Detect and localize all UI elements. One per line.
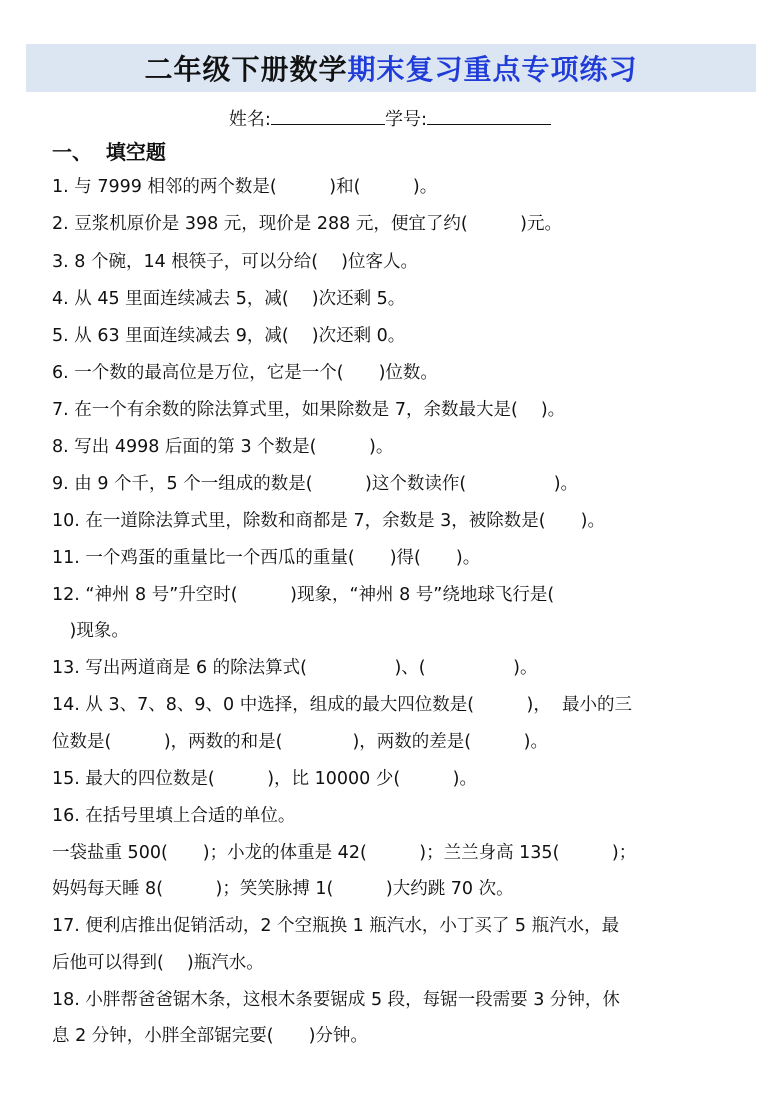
- question-line: 2. 豆浆机原价是 398 元，现价是 288 元，便宜了约( )元。: [52, 214, 562, 234]
- question-line: 11. 一个鸡蛋的重量比一个西瓜的重量( )得( )。: [52, 548, 481, 568]
- question-line: 3. 8 个碗，14 根筷子，可以分给( )位客人。: [52, 252, 419, 272]
- number-label: 学号:: [385, 109, 428, 130]
- question-line: 16. 在括号里填上合适的单位。: [52, 806, 296, 826]
- question-line: 5. 从 63 里面连续减去 9，减( )次还剩 0。: [52, 326, 406, 346]
- title-topic: 期末复习重点专项练习: [347, 53, 638, 86]
- question-line: 10. 在一道除法算式里，除数和商都是 7，余数是 3，被除数是( )。: [52, 511, 605, 531]
- question-line: 14. 从 3、7、8、9、0 中选择，组成的最大四位数是( )， 最小的三: [52, 695, 632, 715]
- question-line: 13. 写出两道商是 6 的除法算式( )、( )。: [52, 658, 538, 678]
- section-title: 一、 填空题: [52, 140, 166, 164]
- question-line-continued: 位数是( )，两数的和是( )，两数的差是( )。: [52, 732, 548, 752]
- name-label: 姓名:: [228, 109, 271, 130]
- title-grade: 二年级下册数学: [144, 53, 348, 86]
- question-line: 9. 由 9 个千，5 个一组成的数是( )这个数读作( )。: [52, 474, 579, 494]
- question-line: 6. 一个数的最高位是万位，它是一个( )位数。: [52, 363, 438, 383]
- question-line-continued: 后他可以得到( )瓶汽水。: [52, 953, 264, 973]
- question-line: 1. 与 7999 相邻的两个数是( )和( )。: [52, 177, 438, 197]
- title-banner: [26, 44, 756, 92]
- question-line: 17. 便利店推出促销活动，2 个空瓶换 1 瓶汽水，小丁买了 5 瓶汽水，最: [52, 916, 620, 936]
- question-line: 12. “神州 8 号”升空时( )现象，“神州 8 号”绕地球飞行是(: [52, 585, 555, 605]
- question-line: 15. 最大的四位数是( )，比 10000 少( )。: [52, 769, 477, 789]
- question-line: 4. 从 45 里面连续减去 5，减( )次还剩 5。: [52, 289, 406, 309]
- question-line: 8. 写出 4998 后面的第 3 个数是( )。: [52, 437, 394, 457]
- student-info-line: [0, 104, 780, 134]
- question-line: 18. 小胖帮爸爸锯木条，这根木条要锯成 5 段，每锯一段需要 3 分钟，休: [52, 990, 620, 1010]
- name-blank[interactable]: [271, 104, 385, 125]
- question-line-continued: 妈妈每天睡 8( )；笑笑脉搏 1( )大约跳 70 次。: [52, 879, 514, 899]
- question-line-continued: 一袋盐重 500( )；小龙的体重是 42( )；兰兰身高 135( )；: [52, 843, 637, 863]
- question-line: 7. 在一个有余数的除法算式里，如果除数是 7，余数最大是( )。: [52, 400, 566, 420]
- question-line-continued: )现象。: [52, 621, 129, 641]
- number-blank[interactable]: [427, 104, 551, 125]
- question-line-continued: 息 2 分钟，小胖全部锯完要( )分钟。: [52, 1026, 368, 1046]
